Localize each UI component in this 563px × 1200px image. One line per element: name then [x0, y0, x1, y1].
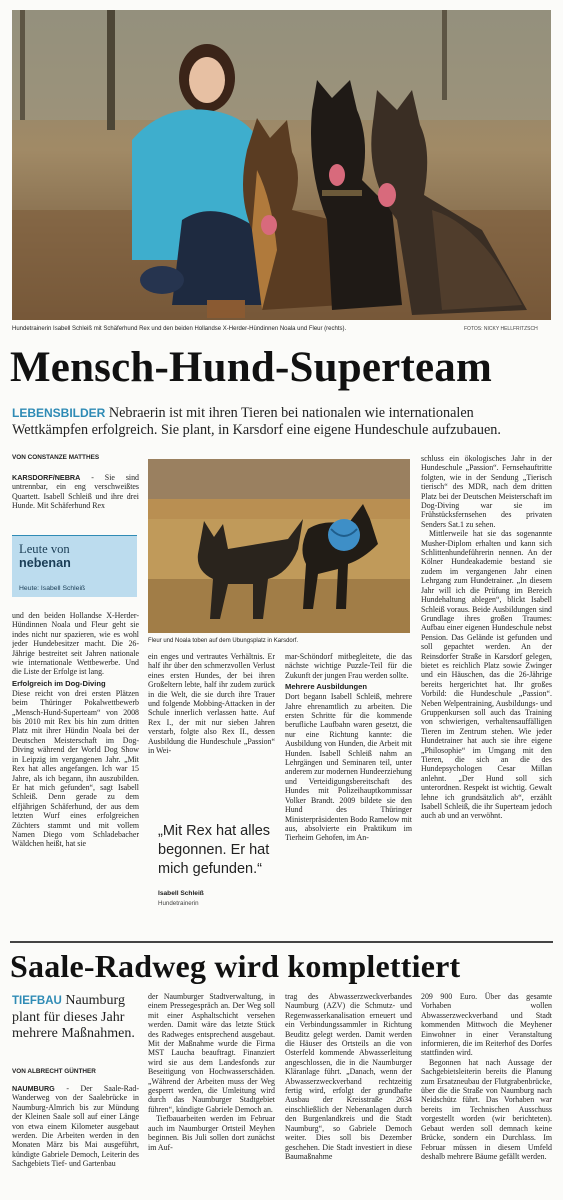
article-column-3: mar-Schöndorf mitbegleitete, die das nächste wichtige Puzzle-Teil für die Zukunft der jungen Frau werden sollte. Mehrere Ausbildungen Dort begann Isabell Schleiß, mehrere Jahre ehrenamtlich zu arbeiten. Die ersten Schritte für die kommende berufliche Laufbahn waren gesetzt, die nur eine Richtung kannte: die Ausbildung von Hunden, die Arbeit mit Hunden. Isabell Schleiß nahm an Lehrgängen und Seminaren teil, unter anderem zur modernen Hundeerziehung und Verteidigungsbereitschaft des Hundes mit Polizeihauptkommissar Volker Brandt. 2009 bildete sie den Hund des Thüringer Ministerpräsidenten Bodo Ramelow mit aus, absolvierte ein Praktikum im Tierheim Gehofen, im An- — [285, 652, 412, 843]
article2-column-4: 209 900 Euro. Über das gesamte Vorhaben wollen Abwasserzweckverband und Stadt kommenden Mittwoch die Meyhener Einwohner in einer Veranstaltung informieren, die im Reiterhof des Dorfes stattfinden wird. Begonnen hat nach Aussage der Sachgebietsleiterin bereits die Planung zum Ersatzneubau der Flutgrabenbrücke, über die die Straße von Naumburg nach Neidschütz führt. Das Vorhaben war bereits im Technischen Ausschuss vorgestellt worden (wir berichteten). Gebaut werden soll demnach keine Brücke, sondern ein Durchlass. Im Februar müssen in diesem Umfeld deshalb mehrere Bäume gefällt werden. — [421, 992, 552, 1161]
dogs-photo-caption: Fleur und Noala toben auf dem Übungsplatz in Karsdorf. — [148, 638, 299, 644]
kicker-label: LEBENSBILDER — [12, 406, 106, 420]
article-column-4: schluss ein ökologisches Jahr in der Hundeschule „Passion“. Fernsehauftritte folgten, wie in der Sendung „Tierisch tierisch“ des MDR, nach dem dritten Platz bei der Deutschen Meisterschaft im Dog-Diving war sie im Frühstücksfernsehen des privaten Senders Sat.1 zu sehen. Mittlerweile hat sie das sogenannte Musher-Diplom erhalten und kann sich Schlittenhundeführerin nennen. An der Kölner Hundeakademie bestand sie zudem im vergangenen Jahr einen Lehrgang zum Hundetrainer. „In diesem Jahr will ich die Prüfung im Bereich Hundehaltung ablegen“, blickt Isabell Schleiß voraus. Beide Ausbildungen sind Grundlage ihres großen Traumes: Aufbau einer eigenen Hundeschule nebst Pension. Das Gelände ist gefunden und soll gepachtet werden. An der Reinsdorfer Straße in Karsdorf gelegen, bietet es reichlich Platz sowie Zwinger und ein Häuschen, das die 26-Jährige bereits hergerichtet hat. Ihr großes Vorbild: die Hundeschule „Passion“. Neben Welpentraining, Ausbildungs- und Gruppenkursen soll auch das Training von schwierigen, verhaltensauffälligen Tieren im Zentrum stehen. Wie jeder Hundetrainer hat auch sie ihre eigene „Philosophie“ im Umgang mit den Tieren, die sich an die des Hundepsychologen Cesar Millan anlehnt. „Der Hund soll sich unterordnen. Respekt ist wichtig. Gewalt lehne ich grundsätzlich ab“, erzählt Isabell Schleiß, die ihr Superteam jedoch auch ab und an verwöhnt. — [421, 454, 552, 821]
article2-headline: Saale-Radweg wird komplettiert — [10, 948, 461, 984]
article-headline: Mensch-Hund-Superteam — [10, 344, 492, 391]
article2-byline: VON ALBRECHT GÜNTHER — [12, 1068, 96, 1075]
hero-photo-caption: Hundetrainerin Isabell Schleiß mit Schäferhund Rex und den beiden Hollandse X-Herder-Hündinnen Noala und Fleur (rechts). — [12, 326, 347, 332]
article-column-2: ein enges und vertrautes Verhältnis. Er half ihr über den schmerzvollen Verlust eines ersten Hundes, der bei ihren Großeltern lebte, half ihr zudem zurück in die Welt, die sie durch ihre Trauer und folgende Mobbing-Attacken in der Schule innerlich verlassen hatte. Auf Rex I., der mit nur sieben Jahren verstarb, folgte also Rex II., dessen Ausbildung die Hundeschule „Passion“ in Wei- — [148, 652, 275, 756]
deck-text: Nebraerin ist mit ihren Tieren bei nationalen wie internationalen Wettkämpfen erfolgreich. Sie plant, in Karsdorf eine eigene Hundeschule aufzubauen. — [12, 405, 501, 438]
article2-lead: TIEFBAU Naumburg plant für dieses Jahr mehrere Maßnahmen. — [12, 993, 135, 1041]
article2-column-3: trag des Abwasserzweckverbandes Naumburg (AZV) die Schmutz- und Regenwasserkanalisation erneuert und ein Verbindungssammler in Richtung Beuditz gelegt werden. Damit werden die Häuser des Ortsteils an die von Osterfeld kommende Abwasserleitung angeschlossen, die in die Naumburger Kläranlage führt. „Danach, wenn der Abwasserzweckverband rechtzeitig fertig wird, erfolgt der grundhafte Ausbau der Kreisstraße 2634 einschließlich der Nebenanlagen durch den Burgenlandkreis und die Stadt Naumburg“, so Gabriele Democh weiter. Dies soll bis Dezember geschehen. Die Stadt investiert in diese Baumaßnahme — [285, 992, 412, 1161]
article-column-1-body: und den beiden Hollandse X-Herder-Hündinnen Noala und Fleur geht sie indes nicht nur spazieren, wie es wohl jeder Hundebesitzer macht. Die 26-Jährige bestreitet seit Jahren nationale wie internationale Wettbewerbe. Und die Liste der Erfolge ist lang. Erfolgreich im Dog-Diving Diese reicht von drei ersten Plätzen beim Thüringer Pokalwettbewerb „Mensch-Hund-Superteam“ von 2008 bis 2010 mit Rex bis hin zum dritten Platz mit ihrer Hündin Noala bei der Deutschen Meisterschaft im Dog-Diving während der World Dog Show in Leipzig im vergangenen Jahr. „Mit Rex hat alles angefangen. Ich war 15 Jahre, als ich begann, ihn auszubilden. Er hat mich gefunden“, sagt Isabell Schleiß. Denn gerade zu dem elfjährigen Schäferhund, der aus dem letzten Wurf eines erfolgreichen Züchters stammt und mit vollem Namen Diego vom Schladebacher Wäldchen heißt, hat sie — [12, 611, 139, 849]
hero-photo-illustration — [12, 10, 551, 320]
article-separator — [10, 941, 553, 943]
info-box-title: Leute von nebenan — [19, 542, 71, 570]
dogs-playing-photo — [148, 459, 410, 633]
photo-credit: FOTOS: NICKY HELLFRITZSCH — [464, 326, 538, 332]
article-column-1-intro: KARSDORF/NEBRA - Sie sind untrennbar, ein eng verschweißtes Quartett. Isabell Schleiß und ihre drei Hunde. Mit Schäferhund Rex — [12, 473, 139, 511]
article2-kicker: TIEFBAU — [12, 995, 62, 1007]
article2-column-1: NAUMBURG - Der Saale-Rad-Wanderweg von der Saalebrücke in Naumburg-Almrich bis zur Mündung der Kleinen Saale soll auf einer Länge von etwa einem Kilometer ausgebaut werden. Die Arbeiten werden in den Monaten März bis Mai ausgeführt, kündigte Gabriele Democh, Leiterin des Sachgebiets Tief- und Gartenbau — [12, 1084, 139, 1169]
info-box-subtitle: Heute: Isabell Schleiß — [19, 585, 86, 592]
info-box-leute-von-nebenan — [12, 535, 137, 597]
subhead-ausbildungen: Mehrere Ausbildungen — [285, 682, 367, 692]
hero-photo — [12, 10, 551, 320]
dateline: KARSDORF/NEBRA — [12, 473, 81, 482]
quote-role: Hundetrainerin — [158, 900, 199, 907]
article2-dateline: NAUMBURG — [12, 1084, 55, 1093]
article-deck — [12, 405, 552, 439]
quote-author: Isabell Schleiß — [158, 890, 204, 897]
subhead-dog-diving: Erfolgreich im Dog-Diving — [12, 678, 106, 688]
article2-column-2: der Naumburger Stadtverwaltung, in einem Pressegespräch an. Der Weg soll mit einer Asphaltschicht versehen werden. Damit wäre das letzte Stück des Radweges entsprechend ausgebaut. Mit der Maßnahme wurde die Firma MST Laucha beauftragt. Finanziert wird sie aus dem Landesfonds zur Beseitigung von Hochwasserschäden. „Während der Arbeiten muss der Weg gesperrt werden, die Umleitung wird durch das Naumburger Stadtgebiet führen“, kündigte Gabriele Democh an. Tiefbauarbeiten werden im Februar auch im Naumburger Ortsteil Meyhen beginnen. Bis Juli sollen dort zunächst im Auf- — [148, 992, 275, 1152]
byline: VON CONSTANZE MATTHES — [12, 454, 100, 461]
dogs-playing-illustration — [148, 459, 410, 633]
pull-quote: „Mit Rex hat alles begonnen. Er hat mich gefunden.“ — [158, 823, 271, 877]
